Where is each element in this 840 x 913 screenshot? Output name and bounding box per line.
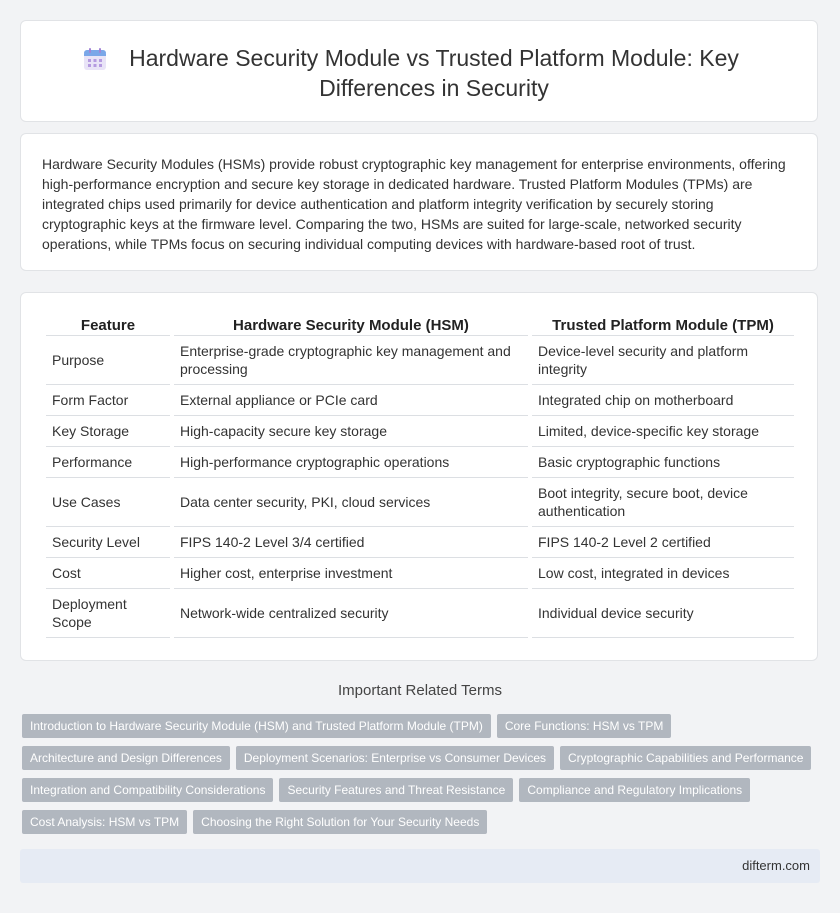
cell-feature: Cost	[46, 558, 170, 589]
cell-hsm: Network-wide centralized security	[174, 589, 528, 638]
table-row	[46, 416, 794, 447]
table-row	[46, 527, 794, 558]
title-card	[20, 20, 818, 122]
table-row	[46, 385, 794, 416]
related-term-tag[interactable]: Deployment Scenarios: Enterprise vs Consumer Devices	[236, 746, 554, 770]
cell-tpm: Device-level security and platform integrity	[532, 336, 794, 385]
related-term-tag[interactable]: Cost Analysis: HSM vs TPM	[22, 810, 187, 834]
cell-tpm: Low cost, integrated in devices	[532, 558, 794, 589]
cell-feature: Purpose	[46, 336, 170, 385]
table-row	[46, 447, 794, 478]
footer-bar	[20, 849, 820, 883]
intro-paragraph: Hardware Security Modules (HSMs) provide robust cryptographic key management for enterprise environments, offering high-performance encryption and secure key storage in dedicated hardware. Trusted Platform Modules (TPMs) are integrated chips used primarily for device authentication and platform integrity verification by securely storing cryptographic keys at the firmware level. Comparing the two, HSMs are suited for large-scale, networked security operations, while TPMs focus on securing individual computing devices with hardware-based root of trust.	[42, 156, 786, 252]
header-hsm: Hardware Security Module (HSM)	[174, 313, 528, 336]
comparison-table	[42, 313, 798, 638]
cell-hsm: Data center security, PKI, cloud services	[174, 478, 528, 527]
table-row	[46, 558, 794, 589]
table-row	[46, 589, 794, 638]
cell-tpm: FIPS 140-2 Level 2 certified	[532, 527, 794, 558]
cell-hsm: Enterprise-grade cryptographic key management and processing	[174, 336, 528, 385]
cell-tpm: Boot integrity, secure boot, device authentication	[532, 478, 794, 527]
comparison-card	[20, 292, 818, 661]
header-feature: Feature	[46, 313, 170, 336]
table-header-row	[46, 313, 794, 336]
cell-feature: Form Factor	[46, 385, 170, 416]
related-term-tag[interactable]: Architecture and Design Differences	[22, 746, 230, 770]
cell-feature: Deployment Scope	[46, 589, 170, 638]
related-term-tag[interactable]: Core Functions: HSM vs TPM	[497, 714, 671, 738]
related-term-tag[interactable]: Introduction to Hardware Security Module (HSM) and Trusted Platform Module (TPM)	[22, 714, 491, 738]
cell-tpm: Limited, device-specific key storage	[532, 416, 794, 447]
related-term-tag[interactable]: Choosing the Right Solution for Your Security Needs	[193, 810, 487, 834]
related-terms-heading: Important Related Terms	[338, 682, 502, 699]
cell-feature: Key Storage	[46, 416, 170, 447]
site-name[interactable]: difterm.com	[742, 858, 810, 873]
related-term-tag[interactable]: Cryptographic Capabilities and Performance	[560, 746, 811, 770]
cell-feature: Security Level	[46, 527, 170, 558]
cell-feature: Performance	[46, 447, 170, 478]
table-row	[46, 478, 794, 527]
cell-hsm: FIPS 140-2 Level 3/4 certified	[174, 527, 528, 558]
cell-hsm: High-capacity secure key storage	[174, 416, 528, 447]
related-term-tag[interactable]: Security Features and Threat Resistance	[279, 778, 513, 802]
cell-tpm: Individual device security	[532, 589, 794, 638]
related-terms-list	[22, 714, 818, 842]
page-title: Hardware Security Module vs Trusted Platform Module: Key Differences in Security	[129, 45, 739, 101]
intro-card	[20, 133, 818, 271]
cell-tpm: Integrated chip on motherboard	[532, 385, 794, 416]
cell-hsm: External appliance or PCIe card	[174, 385, 528, 416]
table-row	[46, 336, 794, 385]
header-tpm: Trusted Platform Module (TPM)	[532, 313, 794, 336]
cell-hsm: High-performance cryptographic operations	[174, 447, 528, 478]
cell-tpm: Basic cryptographic functions	[532, 447, 794, 478]
cell-feature: Use Cases	[46, 478, 170, 527]
cell-hsm: Higher cost, enterprise investment	[174, 558, 528, 589]
related-term-tag[interactable]: Compliance and Regulatory Implications	[519, 778, 750, 802]
related-term-tag[interactable]: Integration and Compatibility Considerations	[22, 778, 273, 802]
